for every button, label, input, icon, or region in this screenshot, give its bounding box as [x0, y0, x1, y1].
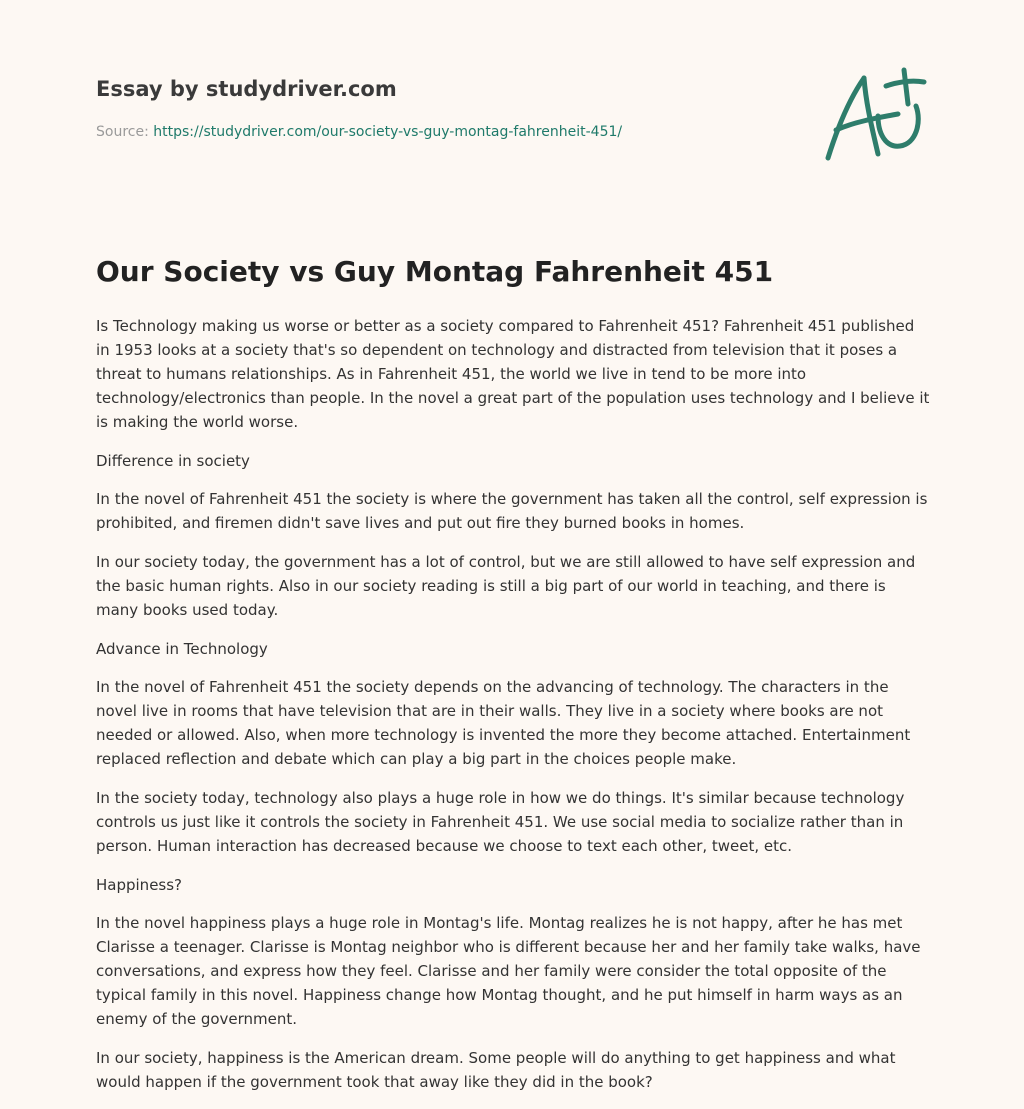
paragraph-intro: Is Technology making us worse or better as a society compared to Fahrenheit 451? Fahrenheit 451 published in 1953 looks at a society that's so dependent on technology and distracted from television that it poses a threat to humans relationships. As in Fahrenheit 451, the world we live in tend to be more into technology/electronics than people. In the novel a great part of the population uses technology and I believe it is making the world worse.	[96, 317, 930, 431]
section-heading-happiness: Happiness?	[96, 876, 183, 894]
source-label: Source:	[96, 124, 149, 140]
paragraph: In the society today, technology also plays a huge role in how we do things. It's similar because technology controls us just like it controls the society in Fahrenheit 451. We use social media to socialize rather than in person. Human interaction has decreased because we choose to text each other, tweet, etc.	[96, 789, 905, 855]
source-line	[96, 122, 776, 142]
a-plus-logo-icon	[820, 64, 930, 168]
paragraph: In the novel happiness plays a huge role in Montag's life. Montag realizes he is not happy, after he has met Clarisse a teenager. Clarisse is Montag neighbor who is different because her and her family take walks, have conversations, and express how they feel. Clarisse and her family were consider the total opposite of the typical family in this novel. Happiness change how Montag thought, and he put himself in harm ways as an enemy of the government.	[96, 914, 921, 1028]
page-header	[96, 74, 776, 142]
paragraph: In the novel of Fahrenheit 451 the society is where the government has taken all the control, self expression is prohibited, and firemen didn't save lives and put out fire they burned books in homes.	[96, 490, 928, 532]
paragraph: In our society today, the government has a lot of control, but we are still allowed to have self expression and the basic human rights. Also in our society reading is still a big part of our world in teaching, and there is many books used today.	[96, 553, 916, 619]
essay-body	[96, 314, 932, 1109]
paragraph: In our society, happiness is the American dream. Some people will do anything to get happiness and what would happen if the government took that away like they did in the book?	[96, 1049, 896, 1091]
paragraph: In the novel of Fahrenheit 451 the society depends on the advancing of technology. The characters in the novel live in rooms that have television that are in their walls. They live in a society where books are not needed or allowed. Also, when more technology is invented the more they become attached. Entertainment replaced reflection and debate which can play a big part in the choices people make.	[96, 678, 911, 768]
brand-title: Essay by studydriver.com	[96, 77, 397, 101]
section-heading-advance-in-technology: Advance in Technology	[96, 640, 268, 658]
section-heading-difference-in-society: Difference in society	[96, 452, 250, 470]
essay-title: Our Society vs Guy Montag Fahrenheit 451	[96, 255, 774, 288]
source-link[interactable]: https://studydriver.com/our-society-vs-guy-montag-fahrenheit-451/	[153, 124, 623, 140]
